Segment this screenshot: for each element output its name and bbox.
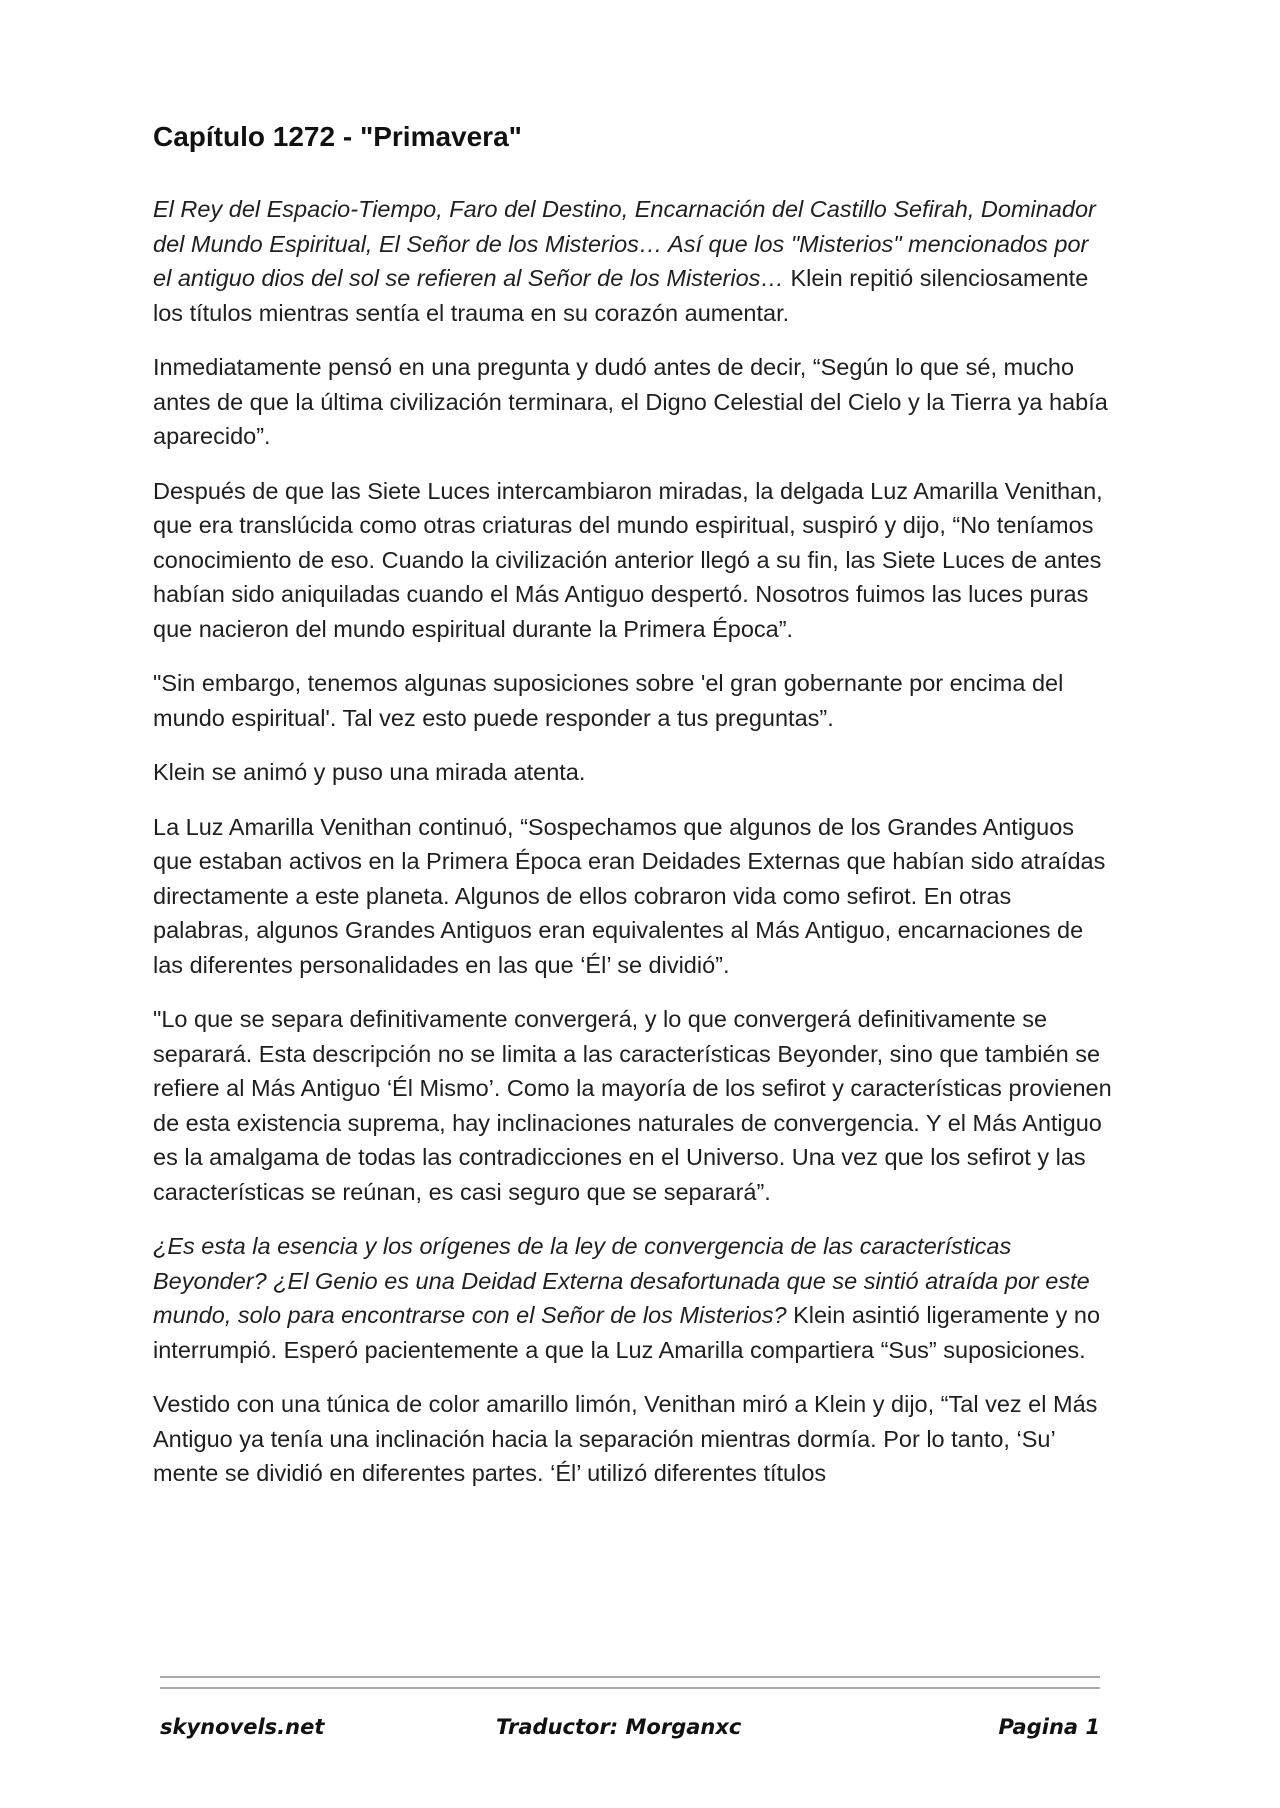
paragraph-text: "Sin embargo, tenemos algunas suposiciones sobre 'el gran gobernante por encima del mundo espiritual'. Tal vez esto puede responder a tus preguntas”. — [153, 670, 1064, 731]
paragraph-text: Klein se animó y puso una mirada atenta. — [153, 759, 586, 785]
chapter-title: Capítulo 1272 - "Primavera" — [153, 121, 522, 152]
footer-page-number: Pagina 1 — [998, 1715, 1100, 1739]
chapter-body — [153, 192, 1113, 1491]
footer-divider-bottom — [160, 1687, 1100, 1689]
paragraph — [153, 755, 1113, 790]
paragraph-text: Después de que las Siete Luces intercambiaron miradas, la delgada Luz Amarilla Venithan, que era translúcida como otras criaturas del mundo espiritual, suspiró y dijo, “No teníamos conocimiento de eso. Cuando la civilización anterior llegó a su fin, las Siete Luces de antes habían sido aniquiladas cuando el Más Antiguo despertó. Nosotros fuimos las luces puras que nacieron del mundo espiritual durante la Primera Época”. — [153, 477, 1103, 642]
paragraph — [153, 192, 1113, 330]
page-footer — [160, 1715, 1100, 1749]
paragraph — [153, 810, 1113, 983]
paragraph — [153, 474, 1113, 647]
paragraph — [153, 350, 1113, 454]
paragraph-text: "Lo que se separa definitivamente convergerá, y lo que convergerá definitivamente se separará. Esta descripción no se limita a las características Beyonder, sino que también se refiere al Más Antiguo ‘Él Mismo’. Como la mayoría de los sefirot y características provienen de esta existencia suprema, hay inclinaciones naturales de convergencia. Y el Más Antiguo es la amalgama de todas las contradicciones en el Universo. Una vez que los sefirot y las características se reúnan, es casi seguro que se separará”. — [153, 1006, 1112, 1205]
chapter-content — [153, 120, 1113, 1511]
italic-thought-text: ¿Es esta la esencia y los orígenes de la ley de convergencia de las características Beyonder? ¿El Genio es una Deidad Externa desafortunada que se sintió atraída por este mundo, solo para encontrarse con el Señor de los Misterios? — [153, 1233, 1090, 1328]
footer-site: skynovels.net — [160, 1715, 325, 1739]
paragraph — [153, 666, 1113, 735]
paragraph — [153, 1229, 1113, 1367]
paragraph-text: Klein asintió ligeramente y no interrumpió. Esperó pacientemente a que la Luz Amarilla compartiera “Sus” suposiciones. — [153, 1302, 1101, 1363]
paragraph-text: La Luz Amarilla Venithan continuó, “Sospechamos que algunos de los Grandes Antiguos que estaban activos en la Primera Época eran Deidades Externas que habían sido atraídas directamente a este planeta. Algunos de ellos cobraron vida como sefirot. En otras palabras, algunos Grandes Antiguos eran equivalentes al Más Antiguo, encarnaciones de las diferentes personalidades en las que ‘Él’ se dividió”. — [153, 813, 1106, 978]
paragraph-text: Vestido con una túnica de color amarillo limón, Venithan miró a Klein y dijo, “Tal vez el Más Antiguo ya tenía una inclinación hacia la separación mientras dormía. Por lo tanto, ‘Su’ mente se dividió en diferentes partes. ‘Él’ utilizó diferentes títulos — [153, 1391, 1098, 1486]
paragraph — [153, 1387, 1113, 1491]
paragraph-text: Klein repitió silenciosamente los títulos mientras sentía el trauma en su corazón aumentar. — [153, 265, 1089, 326]
italic-thought-text: El Rey del Espacio-Tiempo, Faro del Destino, Encarnación del Castillo Sefirah, Dominador del Mundo Espiritual, El Señor de los Misterios… Así que los "Misterios" mencionados por el antiguo dios del sol se refieren al Señor de los Misterios… — [153, 196, 1096, 291]
paragraph — [153, 1002, 1113, 1209]
footer-translator: Traductor: Morganxc — [496, 1715, 742, 1739]
footer-divider-top — [160, 1676, 1100, 1678]
paragraph-text: Inmediatamente pensó en una pregunta y dudó antes de decir, “Según lo que sé, mucho antes de que la última civilización terminara, el Digno Celestial del Cielo y la Tierra ya había aparecido”. — [153, 354, 1108, 449]
